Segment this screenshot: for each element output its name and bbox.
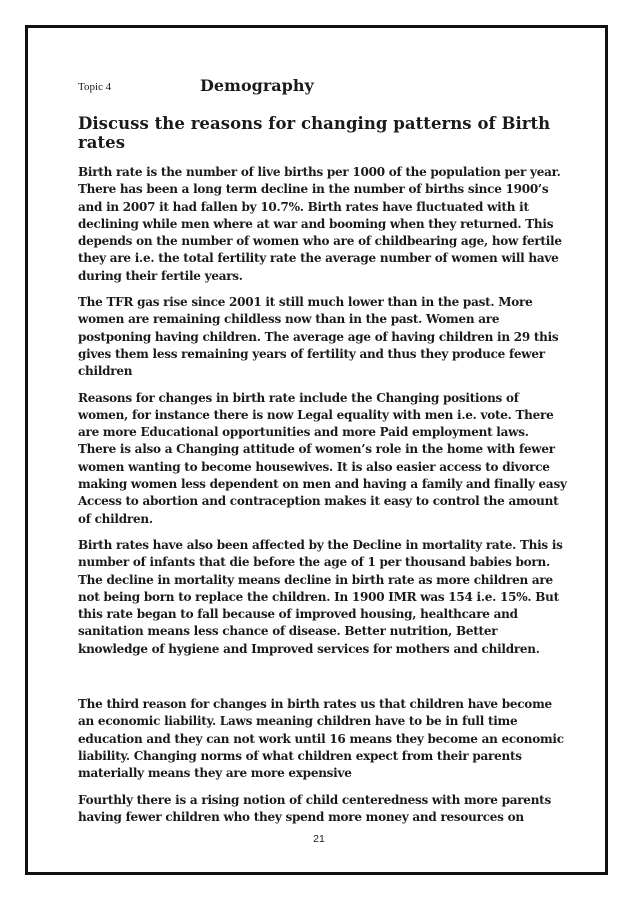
- paragraph-birth-rate-definition: Birth rate is the number of live births per 1000 of the population per year. There has been a long term decline in the number of births since 1900’s and in 2007 it had fallen by 10.7%. Birth rates have fluctuated with it declining while men where at war and booming when they returned. This depends on the number of women who are of childbearing age, how fertile they are i.e. the total fertility rate the average number of women will have during their fertile years.: [78, 165, 562, 283]
- paragraph-position-of-women: Reasons for changes in birth rate include the Changing positions of women, for instance there is now Legal equality with men i.e. vote. There are more Educational opportunities and more Paid employment laws. There is also a Changing attitude of women’s role in the home with fewer women wanting to become housewives. It is also easier access to divorce making women less dependent on men and having a family and finally easy Access to abortion and contraception makes it easy to control the amount of children.: [78, 390, 567, 526]
- paragraph-mortality-rate: Birth rates have also been affected by the Decline in mortality rate. This is number of infants that die before the age of 1 per thousand babies born. The decline in mortality means decline in birth rate as more children are not being born to replace the children. In 1900 IMR was 154 i.e. 15%. But this rate began to fall because of improved housing, healthcare and sanitation means less chance of disease. Better nutrition, Better knowledge of hygiene and Improved services for mothers and children.: [78, 537, 563, 656]
- paragraph-child-centeredness: Fourthly there is a rising notion of child centeredness with more parents having fewer children who they spend more money and resources on: [78, 792, 551, 824]
- document-body: [78, 72, 568, 835]
- essay-heading: Discuss the reasons for changing patterns of Birth rates: [78, 114, 551, 152]
- topic-title: Demography: [200, 76, 314, 95]
- paragraph-economic-liability: The third reason for changes in birth rates us that children have become an economic liability. Laws meaning children have to be in full time education and they can not work until 16 means they become an economic liability. Changing norms of what children expect from their parents materially means they are more expensive: [78, 697, 564, 781]
- page-number: 21: [313, 833, 325, 845]
- topic-label: Topic 4: [78, 81, 112, 93]
- topic-line: [78, 72, 568, 100]
- paragraph-tfr: The TFR gas rise since 2001 it still much lower than in the past. More women are remaining childless now than in the past. Women are postponing having children. The average age of having children in 29 this gives them less remaining years of fertility and thus they produce fewer children: [78, 295, 559, 379]
